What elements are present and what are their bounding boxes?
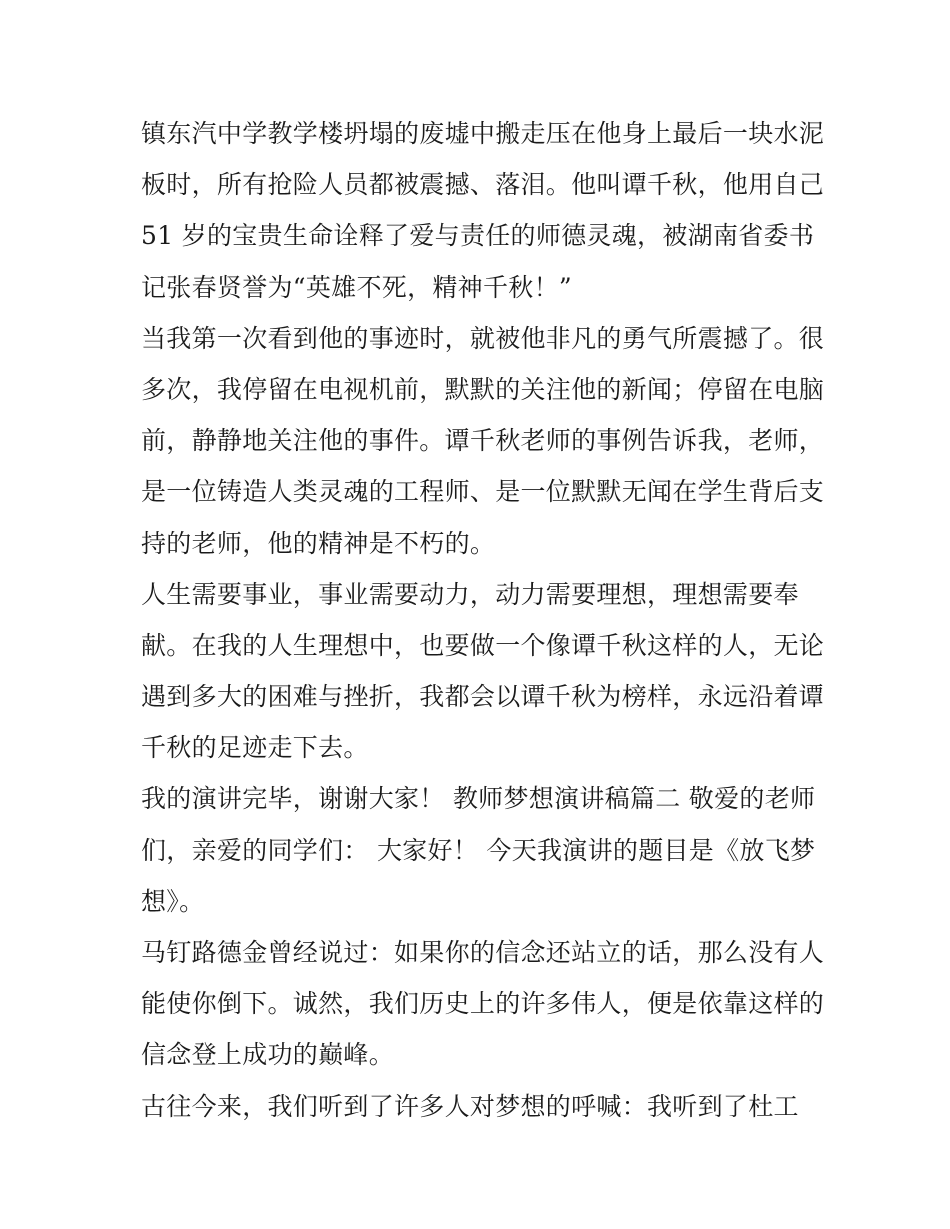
- text-line: 献。在我的人生理想中，也要做一个像谭千秋这样的人，无论: [141, 630, 825, 660]
- text-line: 马钉路德金曾经说过：如果你的信念还站立的话，那么没有人: [141, 938, 825, 967]
- text-line: 古往今来，我们听到了许多人对梦想的呼喊：我听到了杜工: [141, 1091, 799, 1121]
- text-line: 是一位铸造人类灵魂的工程师、是一位默默无闻在学生背后支: [141, 477, 825, 507]
- text-line: 持的老师，他的精神是不朽的。: [141, 528, 496, 558]
- text-line: 记张春贤誉为“英雄不死，精神千秋！”: [141, 272, 572, 302]
- text-line: 多次，我停留在电视机前，默默的关注他的新闻；停留在电脑: [141, 374, 825, 404]
- text-line: 遇到多大的困难与挫折，我都会以谭千秋为榜样，永远沿着谭: [141, 682, 825, 712]
- text-line: 千秋的足迹走下去。: [141, 733, 369, 763]
- document-body: [141, 108, 825, 1132]
- text-line: 当我第一次看到他的事迹时，就被他非凡的勇气所震撼了。很: [141, 323, 825, 353]
- text-line: 我的演讲完毕，谢谢大家！ 教师梦想演讲稿篇二 敬爱的老师: [141, 784, 816, 814]
- text-line: 镇东汽中学教学楼坍塌的废墟中搬走压在他身上最后一块水泥: [141, 119, 825, 148]
- text-line: 51 岁的宝贵生命诠释了爱与责任的师德灵魂，被湖南省委书: [141, 221, 815, 251]
- text-line: 想》。: [141, 886, 205, 916]
- text-line: 前，静静地关注他的事件。谭千秋老师的事例告诉我，老师，: [141, 426, 825, 456]
- text-line: 板时，所有抢险人员都被震撼、落泪。他叫谭千秋，他用自己: [141, 170, 825, 200]
- text-line: 能使你倒下。诚然，我们历史上的许多伟人，便是依靠这样的: [141, 989, 825, 1019]
- text-line: 信念登上成功的巅峰。: [141, 1040, 395, 1070]
- text-line: 们，亲爱的同学们： 大家好！ 今天我演讲的题目是《放飞梦: [141, 835, 816, 865]
- text-line: 人生需要事业，事业需要动力，动力需要理想，理想需要奉: [141, 579, 799, 609]
